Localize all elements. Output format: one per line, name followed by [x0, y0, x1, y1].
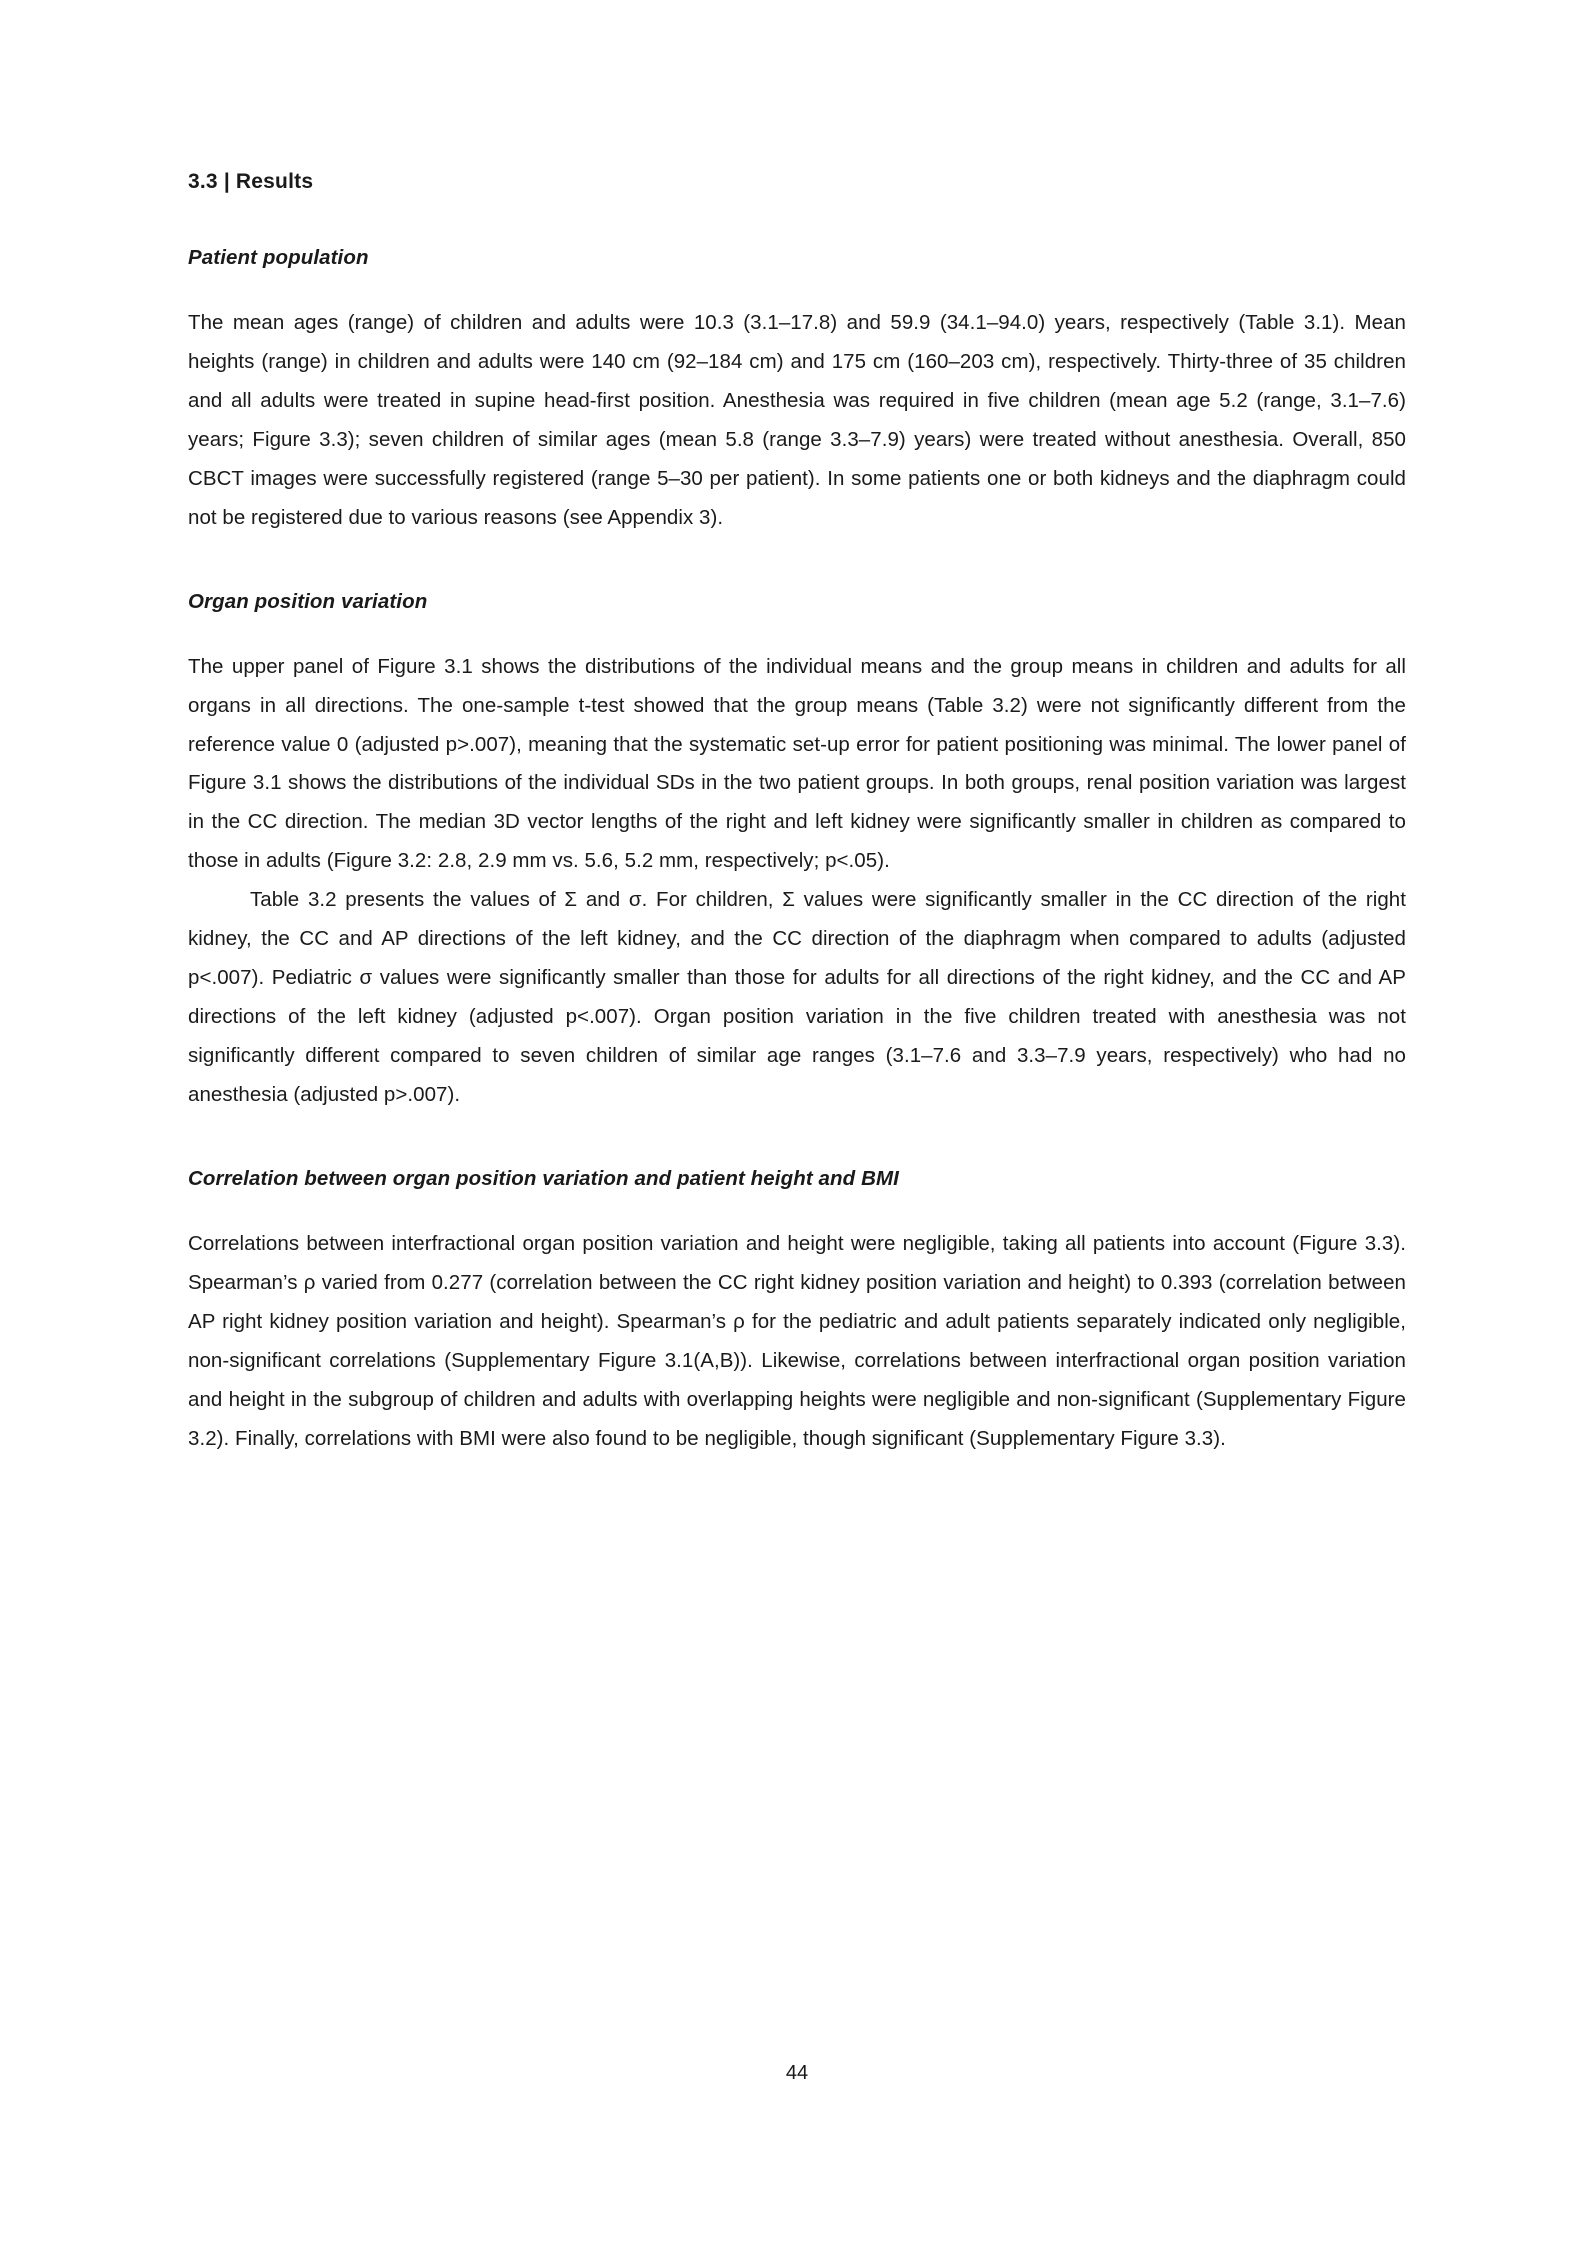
subsection-heading-patient-population: Patient population — [188, 246, 369, 269]
paragraph-organ-position-variation-2: Table 3.2 presents the values of Σ and σ. For children, Σ values were significantly smaller in the CC direction of the right kidney, the CC and AP directions of the left kidney, and the CC direction of the diaphragm when compared to adults (adjusted p<.007). Pediatric σ values were significantly smaller than those for adults for all directions of the right kidney, and the CC and AP directions of the left kidney (adjusted p<.007). Organ position variation in the five children treated with anesthesia was not significantly different compared to seven children of similar age ranges (3.1–7.6 and 3.3–7.9 years, respectively) who had no anesthesia (adjusted p>.007). — [188, 888, 1406, 1106]
subsection-heading-organ-position-variation: Organ position variation — [188, 589, 428, 613]
paragraph-patient-population: The mean ages (range) of children and adults were 10.3 (3.1–17.8) and 59.9 (34.1–94.0) years, respectively (Table 3.1). Mean heights (range) in children and adults were 140 cm (92–184 cm) and 175 cm (160–203 cm), respectively. Thirty-three of 35 children and all adults were treated in supine head-first position. Anesthesia was required in five children (mean age 5.2 (range, 3.1–7.6) years; Figure 3.3); seven children of similar ages (mean 5.8 (range 3.3–7.9) years) were treated without anesthesia. Overall, 850 CBCT images were successfully registered (range 5–30 per patient). In some patients one or both kidneys and the diaphragm could not be registered due to various reasons (see Appendix 3). — [188, 311, 1406, 529]
section-heading: 3.3 | Results — [188, 170, 314, 193]
subsection-heading-correlation: Correlation between organ position variation and patient height and BMI — [188, 1166, 899, 1190]
paragraph-correlation: Correlations between interfractional organ position variation and height were negligible, taking all patients into account (Figure 3.3). Spearman’s ρ varied from 0.277 (correlation between the CC right kidney position variation and height) to 0.393 (correlation between AP right kidney position variation and height). Spearman’s ρ for the pediatric and adult patients separately indicated only negligible, non-significant correlations (Supplementary Figure 3.1(A,B)). Likewise, correlations between interfractional organ position variation and height in the subgroup of children and adults with overlapping heights were negligible and non-significant (Supplementary Figure 3.2). Finally, correlations with BMI were also found to be negligible, though significant (Supplementary Figure 3.3). — [188, 1231, 1406, 1450]
paragraph-organ-position-variation-1: The upper panel of Figure 3.1 shows the distributions of the individual means and the group means in children and adults for all organs in all directions. The one-sample t-test showed that the group means (Table 3.2) were not significantly different from the reference value 0 (adjusted p>.007), meaning that the systematic set-up error for patient positioning was minimal. The lower panel of Figure 3.1 shows the distributions of the individual SDs in the two patient groups. In both groups, renal position variation was largest in the CC direction. The median 3D vector lengths of the right and left kidney were significantly smaller in children as compared to those in adults (Figure 3.2: 2.8, 2.9 mm vs. 5.6, 5.2 mm, respectively; p<.05). — [188, 654, 1406, 873]
page-number: 44 — [785, 2062, 809, 2084]
